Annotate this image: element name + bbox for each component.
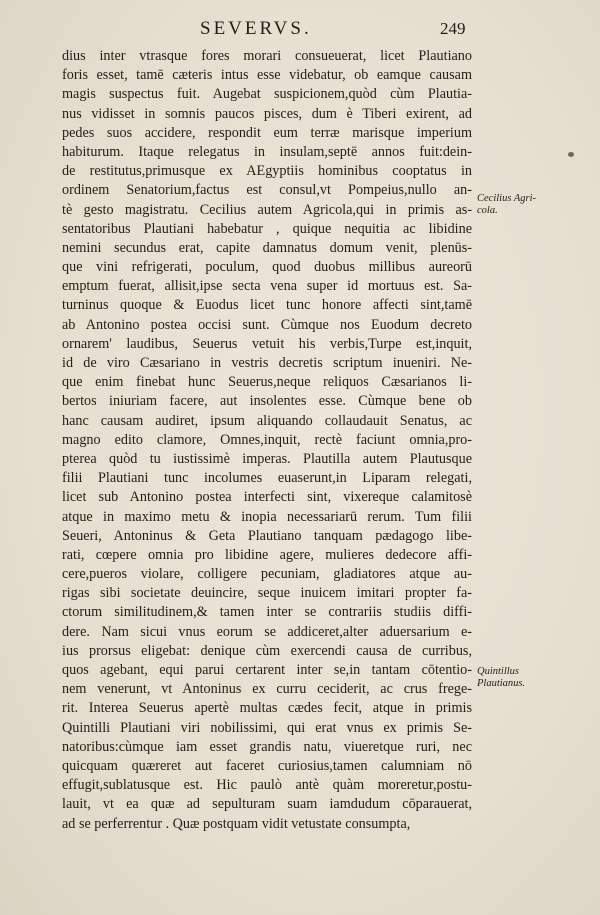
text-line: sentatoribus Plautiani habebatur , quique nequitia ac libidine	[62, 220, 472, 237]
text-line: pterea quòd tu iustissimè imperas. Plautilla autem Plautusque	[62, 450, 472, 467]
text-line: dius inter vtrasque fores morari consueuerat, licet Plautiano	[62, 48, 472, 64]
text-line: magno edito clamore, Omnes,inquit, rectè faciunt omnia,pro-	[62, 431, 472, 448]
text-line: nemini secundus erat, capite damnatus domum venit, plenūs-	[62, 239, 472, 256]
margin-note-line: cola.	[477, 205, 498, 216]
text-line: quicquam quæreret aut faceret curiosius,tamen calumniam nō	[62, 757, 472, 774]
text-line: hanc causam audiret, ipsum aliquando collaudauit Senatus, ac	[62, 412, 472, 429]
text-line: ordinem Senatorium,factus est consul,vt Pompeius,nullo an-	[62, 182, 472, 199]
text-line: id de viro Cæsariano in vestris decretis scriptum inueniri. Ne-	[62, 355, 472, 371]
text-line: que vini refrigerati, poculum, quod duobus millibus aureorū	[62, 259, 472, 276]
text-line: de restitutus,primusque ex AEgyptiis hominibus cooptatus in	[62, 163, 472, 180]
text-line: Quintilli Plautiani viri nobilissimi, qui erat vnus ex primis Se-	[62, 719, 472, 736]
text-line: natoribus:cùmque iam esset grandis natu, viueretque ruri, nec	[62, 738, 472, 755]
text-line: ctorum similitudinem,& tamen inter se contrariis studiis diffi-	[62, 604, 472, 621]
text-line: ab Antonino postea occisi sunt. Cùmque nos Euodum decreto	[62, 316, 472, 333]
text-line: que enim finebat hunc Seuerus,neque reliquos Cæsarianos li-	[62, 374, 472, 391]
text-line: rit. Interea Seuerus apertè multas cædes fecit, atque in primis	[62, 700, 472, 717]
margin-note-cecilius	[477, 193, 536, 217]
body-text	[62, 47, 472, 834]
text-line: foris esset, tamē cæteris intus esse videbatur, ob eamque causam	[62, 67, 472, 84]
text-line: nus vidisset in somnis paucos pisces, dum è Tiberi exirent, ad	[62, 105, 472, 122]
text-line: rigas sibi societate deuincire, seque inuicem imitari propter fa-	[62, 585, 472, 602]
text-line: lauit, vt ea quæ ad sepulturam suam iamdudum cōparauerat,	[62, 796, 472, 813]
text-line: dere. Nam sicui vnus eorum se addiceret,alter aduersarium e-	[62, 623, 472, 640]
text-line: tè gesto magistratu. Cecilius autem Agricola,qui in primis as-	[62, 201, 472, 218]
ink-spot-mark	[568, 152, 574, 157]
text-line: pedes suos accidere, respondit eum terræ marisque imperium	[62, 124, 472, 141]
text-line: ius prorsus eligebat: denique cùm exercendi causa de curribus,	[62, 642, 472, 659]
text-line: effugit,sublatusque est. Hic paulò antè quàm moreretur,postu-	[62, 777, 472, 794]
text-line: nem venerunt, vt Antoninus ex curru ceciderit, ac crus frege-	[62, 681, 472, 698]
text-line: emptum fuerat, allisit,ipse secta vena super id mortuus est. Sa-	[62, 278, 472, 295]
page-number: 249	[440, 19, 466, 38]
text-line: ornarem' laudibus, Seuerus vetuit his verbis,Turpe est,inquit,	[62, 335, 472, 352]
text-line: rati, cœpere omnia pro libidine agere, mulieres dedecore affi-	[62, 546, 472, 563]
margin-note-line: Quintillus	[477, 666, 520, 677]
running-head	[0, 18, 600, 44]
margin-note-line: Cecilius Agri-	[477, 193, 537, 204]
text-line: turninus quoque & Euodus licet tunc honore affecti sint,tamē	[62, 297, 472, 314]
text-line: ad se perferrentur . Quæ postquam vidit vetustate consumpta,	[62, 815, 411, 832]
text-line: atque in maximo metu & inopia necessariarū rerum. Tum filii	[62, 508, 472, 525]
margin-note-quintillus	[477, 666, 525, 690]
text-line: filii Plautiani tunc incolumes euaserunt,in Liparam relegati,	[62, 470, 472, 487]
text-line: quos agebant, equi parui certarent inter se,in tantam cōtentio-	[62, 662, 472, 678]
text-line: Seueri, Antoninus & Geta Plautiano tanquam pædagogo libe-	[62, 527, 472, 544]
text-line: cere,pueros violare, colligere pecuniam, gladiatores atque au-	[62, 566, 472, 583]
text-line: licet sub Antonino postea interfecti sint, vixereque calamitosè	[62, 489, 472, 506]
running-title: SEVERVS.	[200, 18, 312, 39]
text-line: habiturum. Itaque relegatus in insulam,septē annos fuit:dein-	[62, 143, 472, 160]
text-line: magis suspectus fuit. Augebat suspicionem,quòd cùm Plautia-	[62, 86, 472, 103]
text-line: bertos iniuriam facere, aut insolentes esse. Cùmque bene ob	[62, 393, 472, 410]
margin-note-line: Plautianus.	[477, 678, 526, 689]
